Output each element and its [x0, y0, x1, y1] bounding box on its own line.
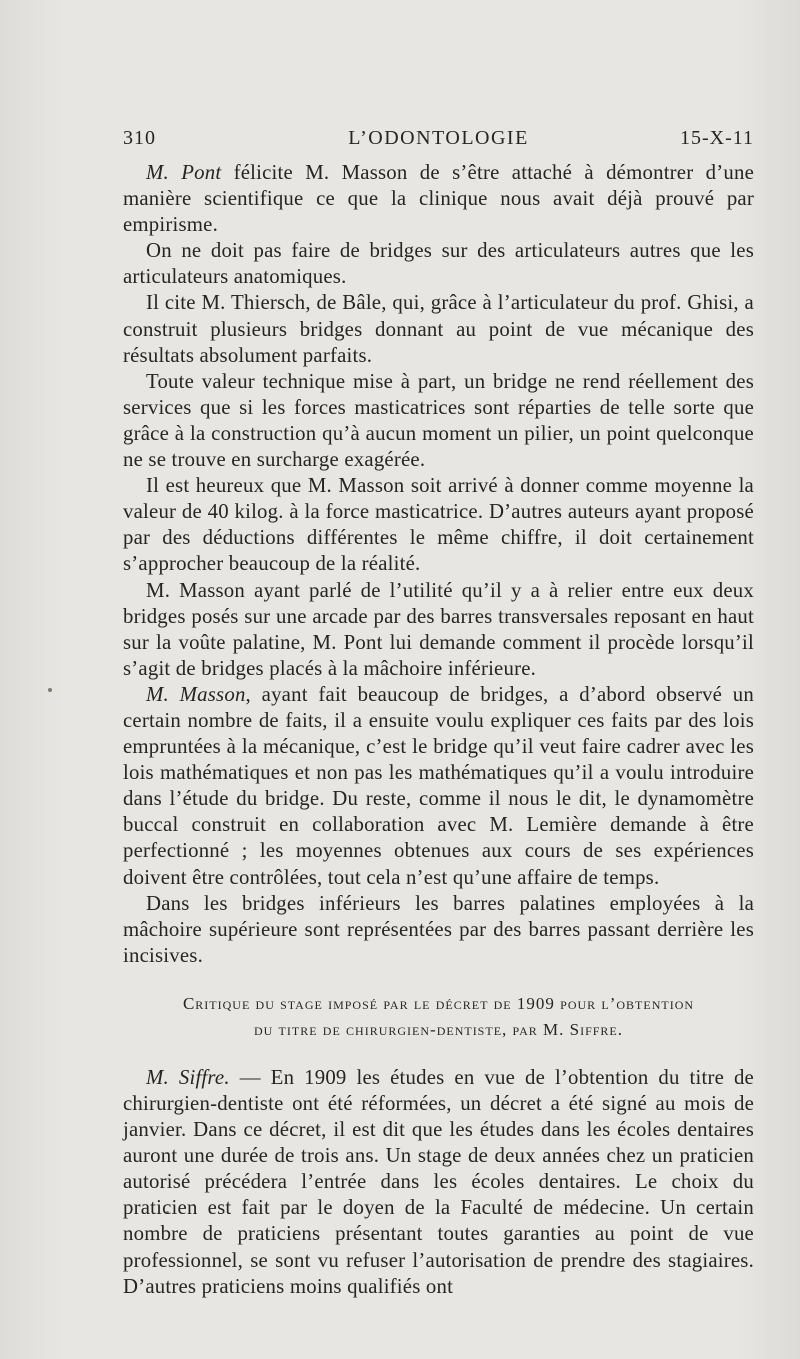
paragraph-text: Toute valeur technique mise à part, un bridge ne rend réellement des services que si les forces masticatrices sont réparties de telle sorte que grâce à la construction qu’à aucun moment un pilier, un point quelconque ne se trouve en surcharge exagérée.	[123, 369, 754, 472]
paragraph-articulators	[123, 238, 754, 290]
paragraph-text: On ne doit pas faire de bridges sur des articulateurs autres que les articulateurs anatomiques.	[123, 239, 754, 289]
paragraph-technical-value	[123, 369, 754, 473]
speaker-name: M. Siffre.	[146, 1065, 230, 1089]
paragraph-siffre	[123, 1065, 754, 1300]
paragraph-text: — En 1909 les études en vue de l’obtention du titre de chirurgien-dentiste ont été réformées, un décret a été signé au mois de janvier. Dans ce décret, il est dit que les études dans les écoles dentaires auront une durée de trois ans. Un stage de deux années chez un praticien autorisé précédera l’entrée dans les écoles dentaires. Le choix du praticien est fait par le doyen de la Faculté de médecine. Un certain nombre de praticiens présentant toutes garanties au point de vue professionnel, se sont vu refuser l’autorisation de prendre des stagiaires. D’autres praticiens moins qualifiés ont	[123, 1065, 754, 1298]
page-number: 310	[123, 127, 156, 149]
article-body	[123, 160, 754, 1300]
paragraph-lower-bridges	[123, 891, 754, 969]
section-heading-line: du titre de chirurgien-dentiste, par M. Siffre.	[253, 1019, 624, 1039]
paragraph-thiersch	[123, 290, 754, 368]
issue-date: 15-X-11	[679, 127, 754, 149]
section-heading	[123, 991, 754, 1043]
section-heading-line: Critique du stage imposé par le décret de 1909 pour l’obtention	[182, 993, 695, 1013]
speaker-name: M. Masson	[146, 682, 246, 706]
paragraph-text: Il cite M. Thiersch, de Bâle, qui, grâce à l’articulateur du prof. Ghisi, a construit plusieurs bridges donnant au point de vue mécanique des résultats absolument parfaits.	[123, 291, 754, 367]
journal-title: L’ODONTOLOGIE	[348, 127, 529, 149]
margin-dot	[48, 688, 52, 692]
paragraph-masson-reply	[123, 682, 754, 891]
paragraph-text: M. Masson ayant parlé de l’utilité qu’il y a à relier entre eux deux bridges posés sur une arcade par des barres transversales reposant en haut sur la voûte palatine, M. Pont lui demande comment il procède lorsqu’il s’agit de bridges placés à la mâchoire inférieure.	[123, 578, 754, 680]
paragraph-text: , ayant fait beaucoup de bridges, a d’abord observé un certain nombre de faits, il a ensuite voulu expliquer ces faits par des lois empruntées à la mécanique, c’est le bridge qu’il veut faire cadrer avec les lois mathématiques et non pas les mathématiques qu’il a voulu introduire dans l’étude du bridge. Du reste, comme il nous le dit, le dynamomètre buccal construit en collaboration avec M. Lemière demande à être perfectionné ; les moyennes obtenues aux cours de ses expériences doivent être contrôlées, tout cela n’est qu’une affaire de temps.	[123, 682, 754, 889]
paragraph-pont-remark	[123, 160, 754, 238]
paragraph-masticatory-force	[123, 473, 754, 577]
paragraph-transverse-bars	[123, 578, 754, 682]
paragraph-text: Il est heureux que M. Masson soit arrivé à donner comme moyenne la valeur de 40 kilog. à la force masticatrice. D’autres auteurs ayant proposé par des déductions différentes le même chiffre, il doit certainement s’approcher beaucoup de la réalité.	[123, 474, 754, 576]
paragraph-text: Dans les bridges inférieurs les barres palatines employées à la mâchoire supérieure sont représentées par des barres passant derrière les incisives.	[123, 891, 754, 967]
paragraph-text: félicite M. Masson de s’être attaché à démontrer d’une manière scientifique ce que la clinique nous avait déjà prouvé par empirisme.	[123, 161, 754, 237]
running-header	[123, 127, 754, 153]
speaker-name: M. Pont	[146, 161, 222, 184]
